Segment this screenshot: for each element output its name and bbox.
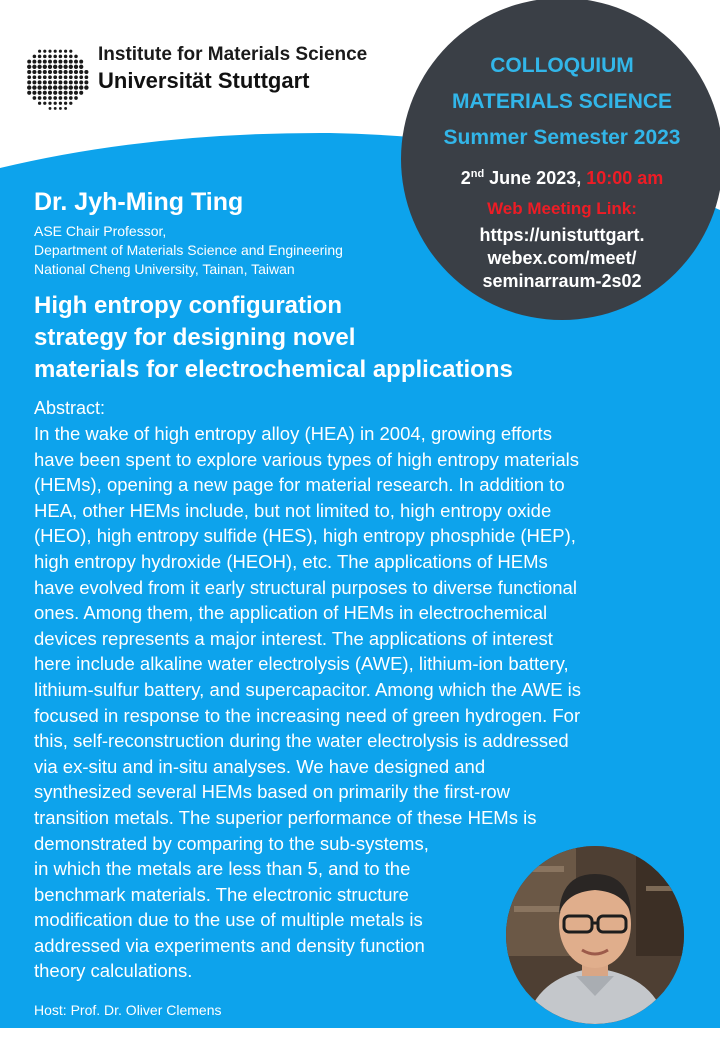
talk-title bbox=[34, 290, 513, 386]
series-title-line2: MATERIALS SCIENCE bbox=[451, 90, 673, 113]
abstract-line: synthesized several HEMs based on primarily the first-row bbox=[34, 781, 511, 803]
abstract-line: focused in response to the increasing need of green hydrogen. For bbox=[34, 704, 581, 726]
abstract-line: in which the metals are less than 5, and to the bbox=[34, 858, 411, 880]
abstract-line: demonstrated by comparing to the sub-systems, bbox=[34, 832, 429, 854]
abstract-line: via ex-situ and in-situ analyses. We have designed and bbox=[34, 755, 486, 777]
speaker-affiliation bbox=[34, 222, 343, 279]
meeting-url-line2[interactable]: webex.com/meet/ bbox=[487, 248, 637, 268]
abstract-line: have evolved from it early structural purposes to diverse functional bbox=[34, 576, 577, 598]
abstract-line: transition metals. The superior performance of these HEMs is bbox=[34, 806, 537, 828]
speaker-portrait-icon bbox=[506, 846, 684, 1024]
speaker-photo bbox=[506, 846, 684, 1024]
abstract-line: (HEMs), opening a new page for material research. In addition to bbox=[34, 474, 565, 496]
talk-title-line: materials for electrochemical applications bbox=[34, 356, 513, 383]
abstract-line: here include alkaline water electrolysis (AWE), lithium-ion battery, bbox=[34, 653, 569, 675]
abstract-line: In the wake of high entropy alloy (HEA) in 2004, growing efforts bbox=[34, 423, 552, 444]
affiliation-line: ASE Chair Professor, bbox=[34, 223, 167, 239]
abstract-line: HEA, other HEMs include, but not limited to, high entropy oxide bbox=[34, 499, 552, 521]
meeting-url-line1[interactable]: https://unistuttgart. bbox=[479, 225, 645, 245]
talk-title-line: strategy for designing novel bbox=[34, 324, 356, 351]
affiliation-line: Department of Materials Science and Engineering bbox=[34, 242, 343, 258]
talk-title-line: High entropy configuration bbox=[34, 292, 342, 319]
semester: Summer Semester 2023 bbox=[443, 126, 681, 149]
series-title-line1: COLLOQUIUM bbox=[490, 54, 634, 77]
event-info bbox=[413, 48, 711, 293]
event-date bbox=[413, 158, 711, 194]
abstract-line: this, self-reconstruction during the water electrolysis is addressed bbox=[34, 730, 569, 752]
affiliation-line: National Cheng University, Tainan, Taiwan bbox=[34, 261, 295, 277]
abstract-label: Abstract: bbox=[34, 398, 106, 418]
host-line: Host: Prof. Dr. Oliver Clemens bbox=[34, 1002, 222, 1018]
event-time: 10:00 am bbox=[586, 168, 664, 188]
meeting-url-line3[interactable]: seminarraum-2s02 bbox=[482, 271, 642, 291]
abstract-line: addressed via experiments and density function bbox=[34, 934, 425, 956]
date-month-year: June 2023, bbox=[484, 168, 587, 188]
date-day: 2 bbox=[460, 168, 471, 188]
web-meeting-label: Web Meeting Link: bbox=[487, 199, 637, 218]
abstract-line: ones. Among them, the application of HEMs in electrochemical bbox=[34, 602, 548, 624]
university-name: Universität Stuttgart bbox=[98, 68, 310, 93]
abstract-line: modification due to the use of multiple metals is bbox=[34, 909, 423, 931]
abstract-line: high entropy hydroxide (HEOH), etc. The applications of HEMs bbox=[34, 550, 548, 572]
university-logo-icon bbox=[22, 44, 90, 112]
date-suffix: nd bbox=[470, 168, 485, 180]
abstract-line: theory calculations. bbox=[34, 960, 193, 982]
abstract-line: benchmark materials. The electronic structure bbox=[34, 883, 409, 905]
abstract-line: lithium-sulfur battery, and supercapacitor. Among which the AWE is bbox=[34, 678, 582, 700]
institute-name: Institute for Materials Science bbox=[98, 44, 368, 65]
abstract-line: devices represents a major interest. The applications of interest bbox=[34, 627, 553, 649]
speaker-name: Dr. Jyh-Ming Ting bbox=[34, 188, 244, 216]
abstract-line: have been spent to explore various types of high entropy materials bbox=[34, 448, 580, 470]
abstract-line: (HEO), high entropy sulfide (HES), high entropy phosphide (HEP), bbox=[34, 525, 576, 547]
